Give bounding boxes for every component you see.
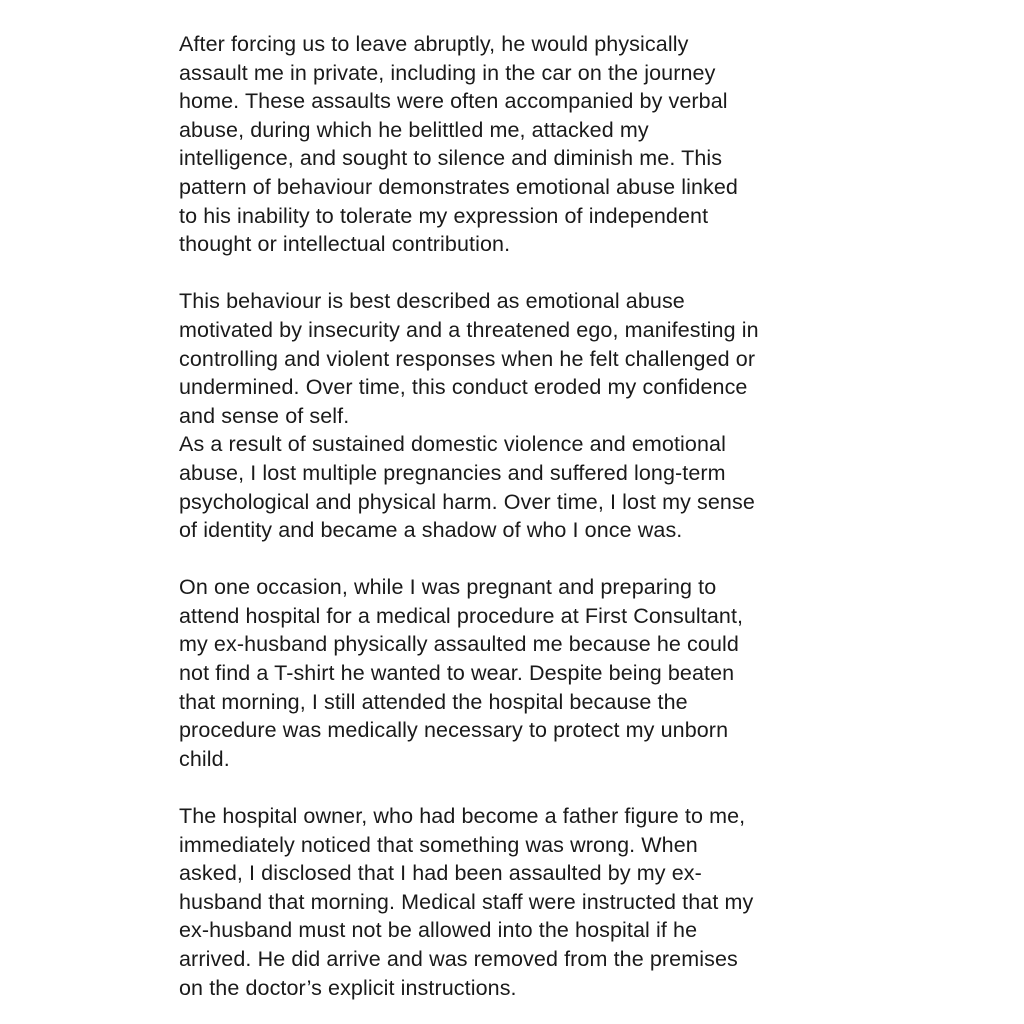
- text-line: that morning, I still attended the hospital because the: [179, 689, 688, 714]
- text-line: undermined. Over time, this conduct eroded my confidence: [179, 375, 748, 400]
- text-line: and sense of self.: [179, 403, 350, 428]
- text-line: This behaviour is best described as emotional abuse: [179, 289, 685, 314]
- paragraph-4: [179, 802, 849, 1002]
- text-line: abuse, I lost multiple pregnancies and suffered long-term: [179, 460, 726, 485]
- text-line: pattern of behaviour demonstrates emotional abuse linked: [179, 174, 738, 199]
- text-line: asked, I disclosed that I had been assaulted by my ex-: [179, 861, 702, 886]
- text-line: of identity and became a shadow of who I once was.: [179, 518, 683, 543]
- text-line: to his inability to tolerate my expression of independent: [179, 203, 709, 228]
- text-line: assault me in private, including in the car on the journey: [179, 60, 716, 85]
- text-line: on the doctor’s explicit instructions.: [179, 975, 517, 1000]
- text-line: abuse, during which he belittled me, attacked my: [179, 117, 649, 142]
- paragraph-2: [179, 287, 849, 544]
- text-line: attend hospital for a medical procedure at First Consultant,: [179, 603, 744, 628]
- text-line: motivated by insecurity and a threatened ego, manifesting in: [179, 317, 759, 342]
- text-line: psychological and physical harm. Over time, I lost my sense: [179, 489, 755, 514]
- text-line: home. These assaults were often accompanied by verbal: [179, 89, 728, 114]
- text-line: controlling and violent responses when he felt challenged or: [179, 346, 756, 371]
- text-line: After forcing us to leave abruptly, he would physically: [179, 32, 689, 56]
- text-line: The hospital owner, who had become a father figure to me,: [179, 804, 746, 829]
- text-line: arrived. He did arrive and was removed from the premises: [179, 947, 738, 971]
- text-line: procedure was medically necessary to protect my unborn: [179, 718, 729, 743]
- paragraph-1: [179, 30, 849, 259]
- text-line: intelligence, and sought to silence and diminish me. This: [179, 146, 723, 171]
- paragraph-gap: [179, 545, 849, 574]
- paragraph-gap: [179, 773, 849, 802]
- text-line: On one occasion, while I was pregnant and preparing to: [179, 575, 717, 600]
- text-line: my ex-husband physically assaulted me because he could: [179, 632, 739, 657]
- text-line: As a result of sustained domestic violence and emotional: [179, 432, 726, 457]
- paragraph-gap: [179, 259, 849, 288]
- text-line: thought or intellectual contribution.: [179, 232, 511, 257]
- text-line: immediately noticed that something was wrong. When: [179, 832, 698, 857]
- document-body: [179, 30, 849, 1002]
- text-line: husband that morning. Medical staff were instructed that my: [179, 889, 754, 914]
- text-line: child.: [179, 746, 230, 771]
- text-line: ex-husband must not be allowed into the hospital if he: [179, 918, 698, 943]
- text-line: not find a T-shirt he wanted to wear. Despite being beaten: [179, 661, 735, 686]
- paragraph-3: [179, 573, 849, 773]
